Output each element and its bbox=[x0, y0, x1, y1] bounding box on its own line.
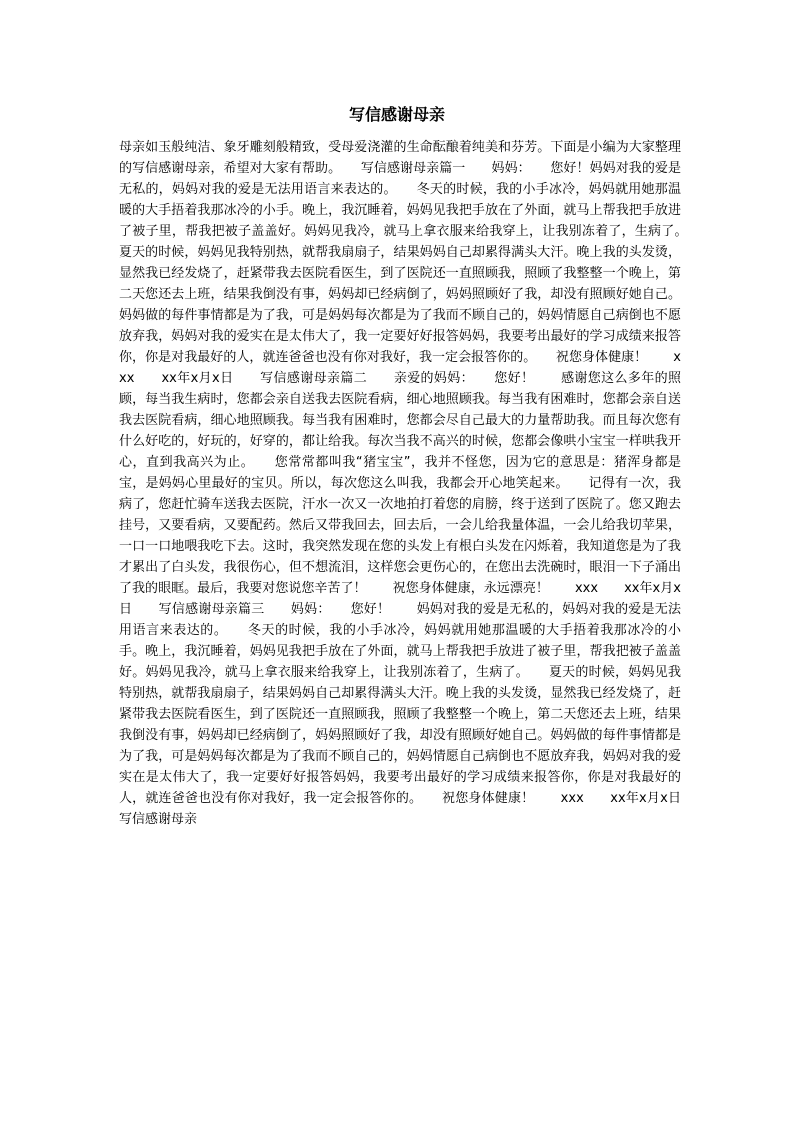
page-title: 写信感谢母亲 bbox=[348, 105, 445, 124]
body-paragraph: 母亲如玉般纯洁、象牙雕刻般精致，受母爱浇灌的生命酝酿着纯美和芬芳。下面是小编为大家整理的写信感谢母亲，希望对大家有帮助。 写信感谢母亲篇一 妈妈： 您好！妈妈对我的爱是无私的，妈妈对我的爱是无法用语言来表达的。 冬天的时候，我的小手冰冷，妈妈就用她那温暖的大手捂着我那冰冷的小手。晚上，我沉睡着，妈妈见我把手放在了外面，就马上帮我把手放进了被子里，帮我把被子盖盖好。妈妈见我冷，就马上拿衣服来给我穿上，让我别冻着了，生病了。 夏天的时候，妈妈见我特别热，就帮我扇扇子，结果妈妈自己却累得满头大汗。晚上我的头发烫，显然我已经发烧了，赶紧带我去医院看医生，到了医院还一直照顾我，照顾了我整整一个晚上，第二天您还去上班，结果我倒没有事，妈妈却已经病倒了，妈妈照顾好了我，却没有照顾好她自己。妈妈做的每件事情都是为了我，可是妈妈每次都是为了我而不顾自己的，妈妈情愿自己病倒也不愿放弃我，妈妈对我的爱实在是太伟大了，我一定要好好报答妈妈，我要考出最好的学习成绩来报答你，你是对我最好的人，就连爸爸也没有你对我好，我一定会报答你的。 祝您身体健康！ xxx xx年x月x日 写信感谢母亲篇二 亲爱的妈妈： 您好！ 感谢您这么多年的照顾，每当我生病时，您都会亲自送我去医院看病，细心地照顾我。每当我有困难时，您都会亲自送我去医院看病，细心地照顾我。每当我有困难时，您都会尽自己最大的力量帮助我。而且每次您有什么好吃的，好玩的，好穿的，都让给我。每次当我不高兴的时候，您都会像哄小宝宝一样哄我开心，直到我高兴为止。 您常常都叫我“猪宝宝”，我并不怪您，因为它的意思是：猪浑身都是宝，是妈妈心里最好的宝贝。所以，每次您这么叫我，我都会开心地笑起来。 记得有一次，我病了，您赶忙骑车送我去医院，汗水一次又一次地拍打着您的肩膀，终于送到了医院了。您又跑去挂号，又要看病，又要配药。然后又带我回去，回去后，一会儿给我量体温，一会儿给我切苹果，一口一口地喂我吃下去。这时，我突然发现在您的头发上有根白头发在闪烁着，我知道您是为了我才累出了白头发，我很伤心，但不想流泪，这样您会更伤心的，在您出去洗碗时，眼泪一下子涌出了我的眼眶。最后，我要对您说您辛苦了！ 祝您身体健康，永远漂亮！ xxx xx年x月x日 写信感谢母亲篇三 妈妈： 您好！ 妈妈对我的爱是无私的，妈妈对我的爱是无法用语言来表达的。 冬天的时候，我的小手冰冷，妈妈就用她那温暖的大手捂着我那冰冷的小手。晚上，我沉睡着，妈妈见我把手放在了外面，就马上帮我把手放进了被子里，帮我把被子盖盖好。妈妈见我冷，就马上拿衣服来给我穿上，让我别冻着了，生病了。 夏天的时候，妈妈见我特别热，就帮我扇扇子，结果妈妈自己却累得满头大汗。晚上我的头发烫，显然我已经发烧了，赶紧带我去医院看医生，到了医院还一直照顾我，照顾了我整整一个晚上，第二天您还去上班，结果我倒没有事，妈妈却已经病倒了，妈妈照顾好了我，却没有照顾好她自己。妈妈做的每件事情都是为了我，可是妈妈每次都是为了我而不顾自己的，妈妈情愿自己病倒也不愿放弃我，妈妈对我的爱实在是太伟大了，我一定要好好报答妈妈，我要考出最好的学习成绩来报答你，你是对我最好的人，就连爸爸也没有你对我好，我一定会报答你的。 祝您身体健康！ xxx xx年x月x日写信感谢母亲 bbox=[119, 140, 708, 827]
